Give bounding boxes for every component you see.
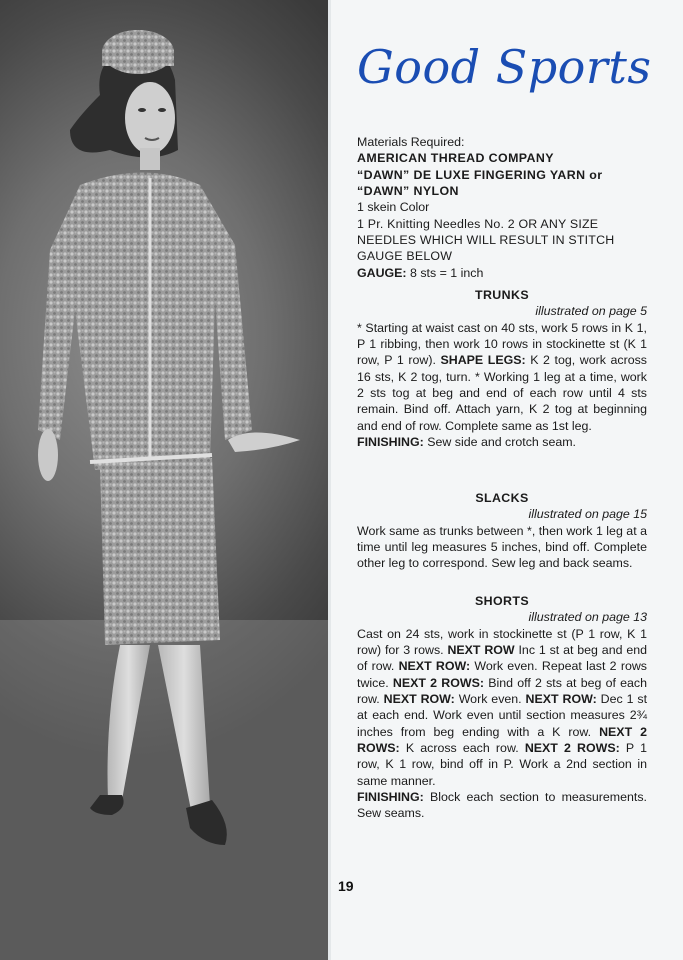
materials-line-7: GAUGE BELOW: [357, 249, 453, 264]
shorts-text-3: Work even. Repeat last 2 rows twice.: [357, 659, 647, 690]
materials-line-5: 1 Pr. Knitting Needles No. 2 OR ANY SIZE: [357, 216, 599, 231]
shorts-finishing-label: FINISHING:: [357, 790, 424, 805]
shorts-text-1: Cast on 24 sts, work in stockinette st (P 1 row, K 1 row) for 3 rows.: [357, 626, 647, 658]
shape-legs-label: SHAPE LEGS:: [440, 353, 526, 368]
trunks-instructions: [357, 320, 647, 434]
column-divider: [328, 0, 331, 960]
trunks-illustrated: illustrated on page 5: [535, 304, 647, 319]
materials-line-4: 1 skein Color: [357, 200, 430, 215]
materials-line-2: “DAWN” DE LUXE FINGERING YARN or: [357, 167, 603, 182]
materials-line-1: AMERICAN THREAD COMPANY: [357, 151, 554, 166]
shorts-label-1: NEXT ROW: [447, 643, 515, 658]
page-title: Good Sports: [357, 40, 652, 94]
doll-illustration: [0, 0, 328, 960]
trunks-finishing-text: Sew side and crotch seam.: [423, 435, 576, 450]
shorts-text-6: Dec 1 st at each end. Work even until section measures 2¾ inches from beg ending with a K row.: [357, 692, 648, 739]
trunks-heading: TRUNKS: [474, 288, 530, 302]
slacks-illustrated: illustrated on page 15: [528, 507, 647, 522]
doll-photo: [0, 0, 328, 960]
page-number: 19: [338, 878, 354, 894]
gauge-text: 8 sts = 1 inch: [406, 265, 484, 280]
slacks-heading: SLACKS: [475, 491, 529, 505]
shorts-label-5: NEXT ROW:: [525, 692, 597, 707]
shorts-text-7: K across each row.: [399, 741, 525, 756]
materials-heading: Materials Required:: [357, 135, 465, 149]
shorts-instructions: [357, 626, 647, 789]
materials-line-3: “DAWN” NYLON: [357, 184, 459, 199]
shorts-illustrated: illustrated on page 13: [528, 610, 647, 625]
trunks-section: [357, 287, 647, 450]
trunks-text-2: K 2 tog, work across 16 sts, K 2 tog, turn. * Working 1 leg at a time, work 2 sts tog at beg and end of each row until 4 sts remain. Bind off. Attach yarn, K 2 tog at beginning and end of row. Complete same as 1st leg.: [357, 353, 647, 433]
shorts-text-4: Bind off 2 sts at beg of each row.: [357, 675, 648, 707]
shorts-text-8: P 1 row, K 1 row, bind off in P. Work a 2nd section in same manner.: [357, 741, 647, 788]
slacks-instructions: Work same as trunks between *, then work 1 leg at a time until leg measures 5 inches, bind off. Complete other leg to correspond. Sew leg and back seams.: [357, 523, 647, 571]
shorts-label-3: NEXT 2 ROWS:: [392, 675, 484, 690]
shorts-text-2: Inc 1 st at beg and end of row.: [357, 643, 647, 674]
shorts-heading: SHORTS: [474, 594, 530, 608]
shorts-finishing-text: Block each section to measurements. Sew seams.: [357, 790, 647, 821]
trunks-finishing: [357, 434, 647, 450]
shorts-text-5: Work even.: [454, 692, 526, 707]
gauge-label: GAUGE:: [357, 265, 407, 280]
shorts-label-6: NEXT 2 ROWS:: [357, 724, 647, 756]
shorts-label-2: NEXT ROW:: [398, 659, 471, 674]
materials-line-6: NEEDLES WHICH WILL RESULT IN STITCH: [357, 233, 615, 248]
trunks-finishing-label: FINISHING:: [357, 435, 424, 450]
shorts-label-7: NEXT 2 ROWS:: [524, 741, 620, 756]
shorts-section: [357, 593, 647, 822]
gauge-line: [357, 265, 647, 281]
trunks-text-1: * Starting at waist cast on 40 sts, work 5 rows in K 1, P 1 ribbing, then work 10 rows in stockinette st (K 1 row, P 1 row).: [357, 320, 647, 368]
slacks-section: [357, 490, 647, 572]
materials-section: [357, 134, 647, 281]
shorts-finishing: [357, 789, 647, 822]
shorts-label-4: NEXT ROW:: [383, 692, 455, 707]
